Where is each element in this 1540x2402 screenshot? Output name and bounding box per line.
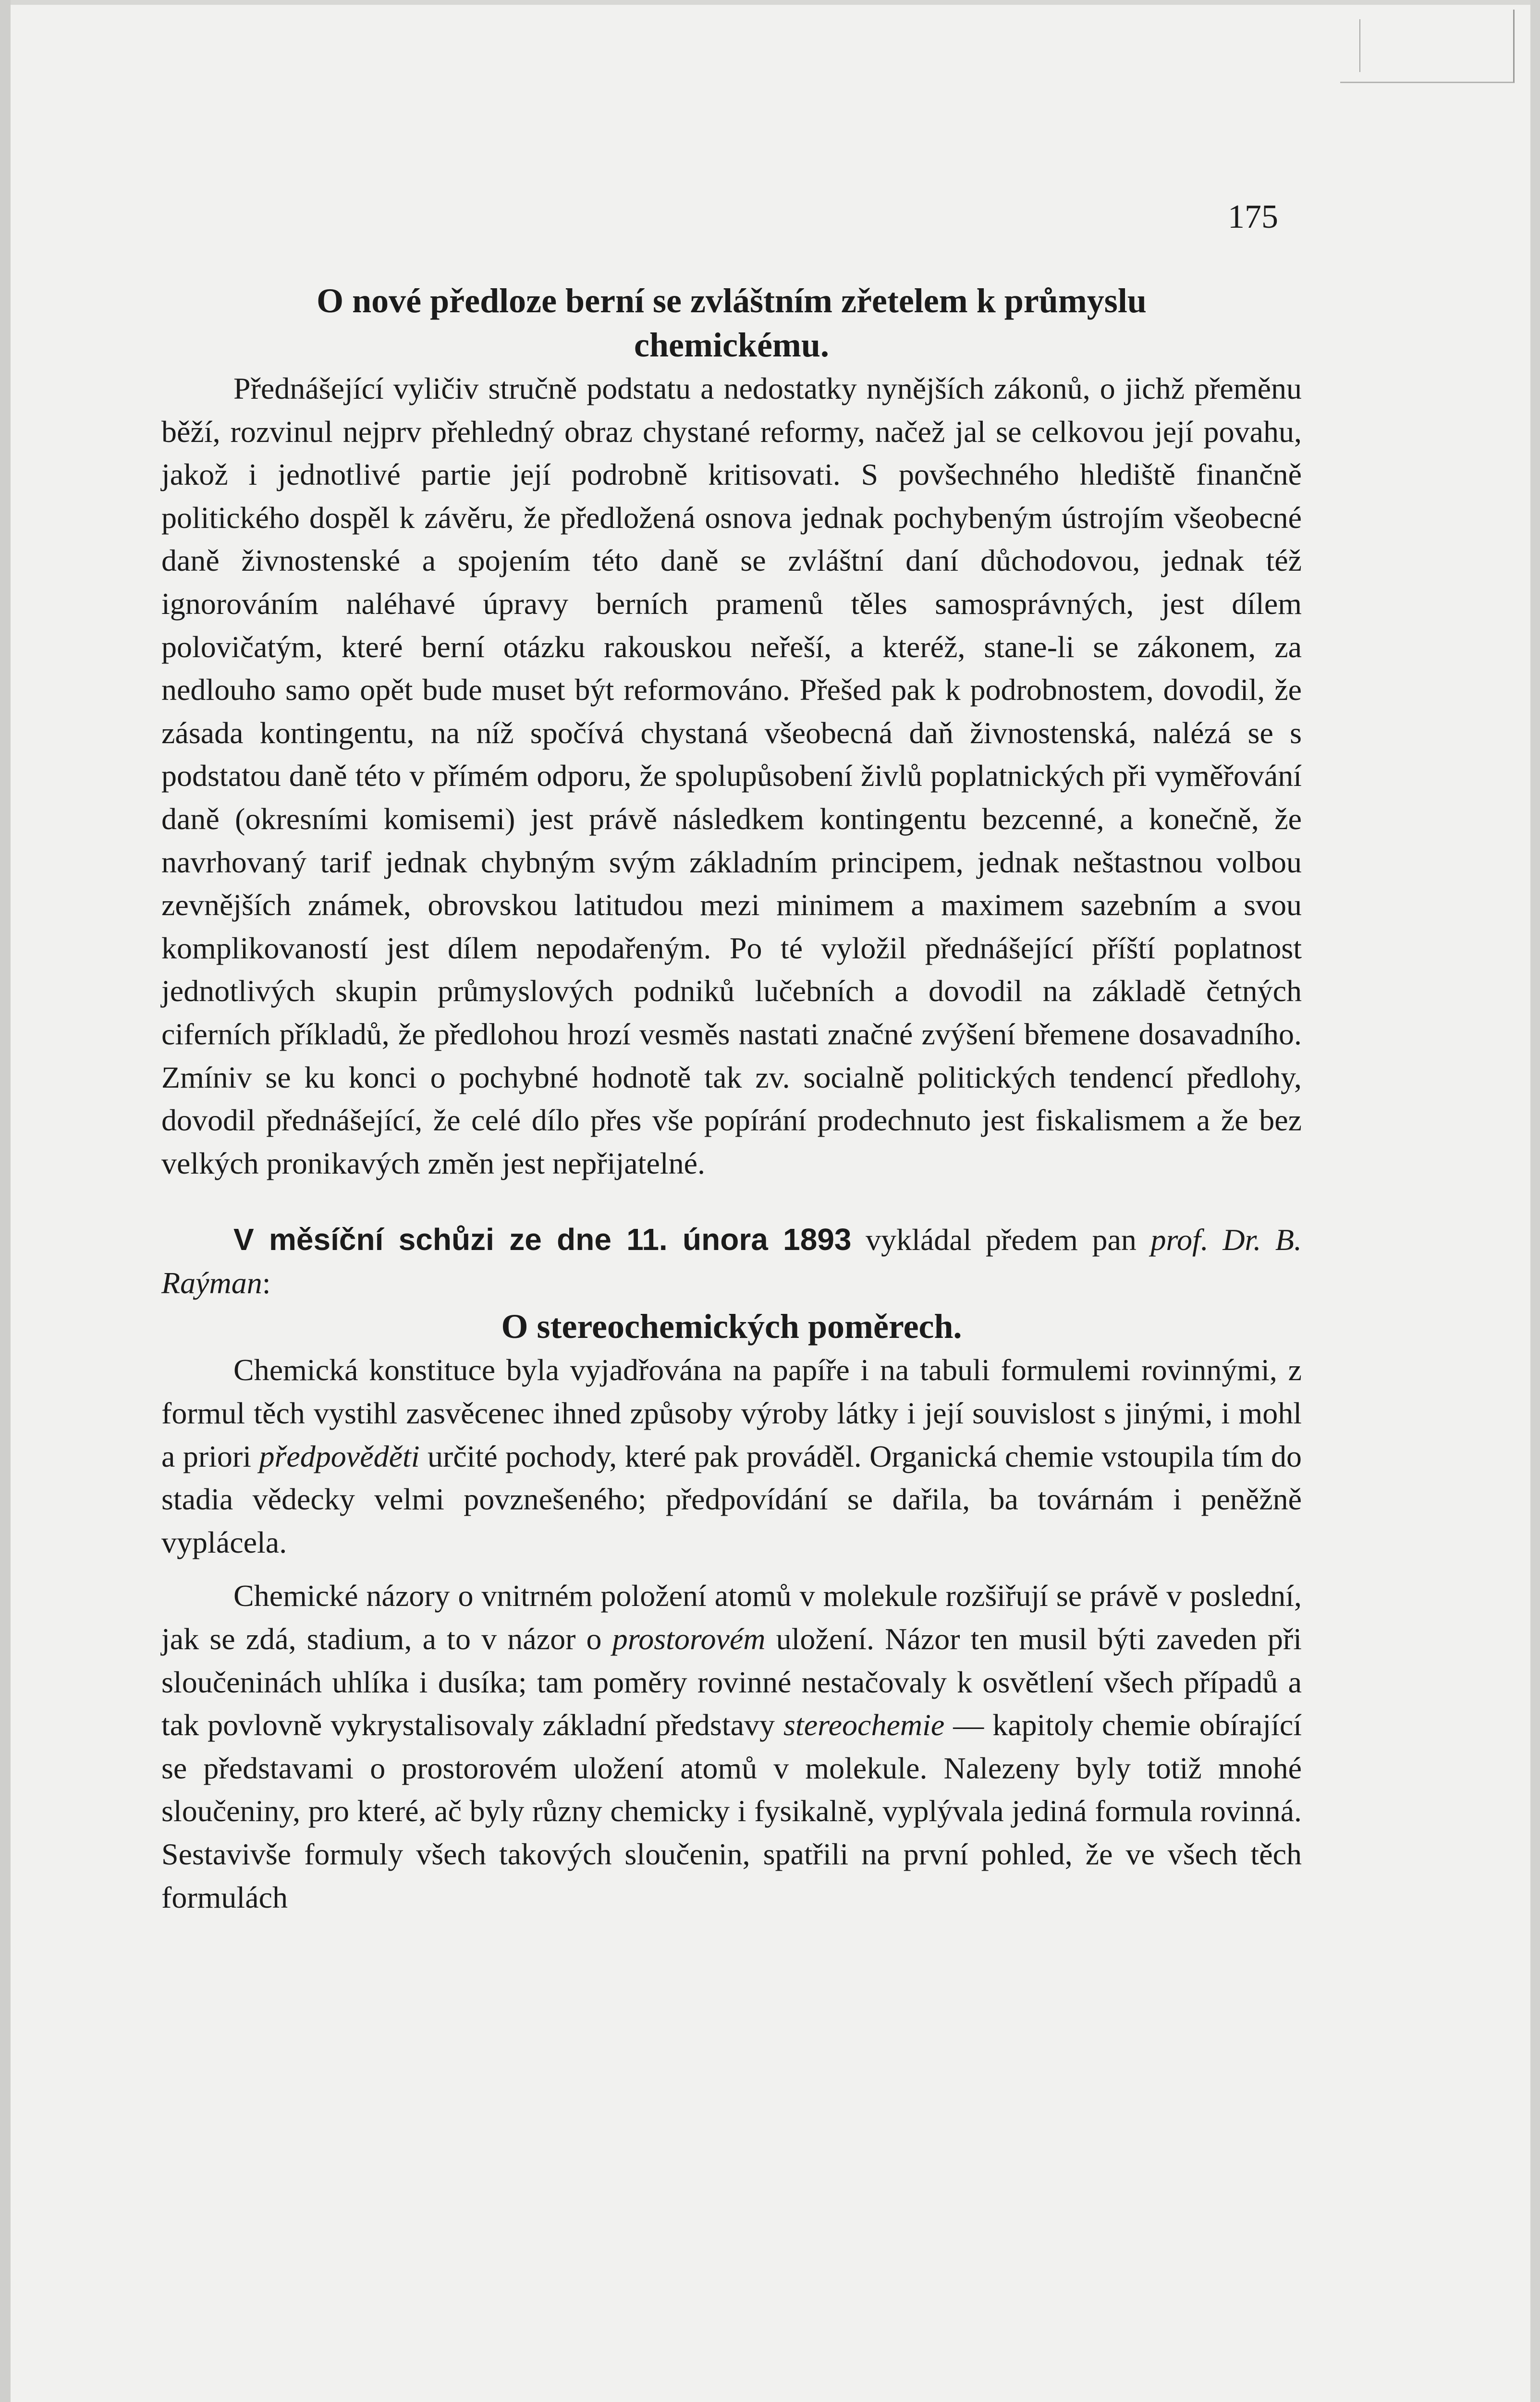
emphasis-text: stereochemie (783, 1708, 945, 1742)
paragraph-text: určité pochody, které pak prováděl. Organická chemie vstoupila tím do stadia vědecky velmi povznešeného; předpovídání se dařila, ba továrnám i peněžně vyplácela. (161, 1439, 1302, 1559)
speaker-colon: : (262, 1265, 271, 1300)
paragraph-text: Chemická konstituce byla vyjadřována na papíře i na tabuli formulemi rovinnými, z formul těch vystihl zasvěcenec ihned způsoby výroby látky i její souvislost s jinými, i mohl a priori (161, 1353, 1302, 1473)
page-number: 175 (1228, 198, 1278, 235)
meeting-text: vykládal předem pan (866, 1223, 1137, 1257)
article-title-continued: chemickému. (634, 326, 829, 364)
lecture-title: O stereochemických poměrech. (501, 1307, 962, 1346)
page-content (161, 279, 1302, 1919)
article-tax-bill (161, 279, 1302, 1185)
lecture-paragraph-2 (161, 1574, 1302, 1919)
lecture-paragraph-1 (161, 1348, 1302, 1564)
paragraph-text: uložení. Názor ten musil býti zaveden při sloučeninách uhlíka i dusíka; tam poměry rovinné nestačovaly k osvětlení všech případů a tak povlovně vykrystalisovaly základní představy (161, 1622, 1302, 1742)
scan-edge-left (0, 0, 11, 2402)
speaker-name: prof. Dr. B. Raýman (161, 1223, 1302, 1300)
paragraph-text: — kapitoly chemie obírající se představami o prostorovém uložení atomů v molekule. Nalezeny byly totiž mnohé sloučeniny, pro které, ač byly různy chemicky i fysikalně, vyplývala jediná formula rovinná. Sestavivše formuly všech takových sloučenin, spatřili na první pohled, že ve všech těch formulách (161, 1708, 1302, 1914)
emphasis-text: předpověděti (259, 1439, 420, 1473)
meeting-date: V měsíční schůzi ze dne 11. února 1893 (233, 1222, 852, 1257)
article-stereochemistry (161, 1304, 1302, 1919)
emphasis-text: prostorovém (612, 1622, 766, 1656)
scan-edge-right (1530, 0, 1540, 2402)
article-title: O nové předloze berní se zvláštním zřetelem k průmyslu (317, 282, 1147, 320)
scan-corner-mark (1340, 10, 1515, 83)
scan-edge-top (0, 0, 1540, 5)
meeting-announcement (161, 1218, 1302, 1304)
article-paragraph: Přednášející vyličiv stručně podstatu a nedostatky nynějších zákonů, o jichž přeměnu běží, rozvinul nejprv přehledný obraz chystané reformy, načež jal se celkovou její povahu, jakož i jednotlivé partie její podrobně kritisovati. S povšechného hlediště finančně politického dospěl k závěru, že předložená osnova jednak pochybeným ústrojím všeobecné daně živnostenské a spojením této daně se zvláštní daní důchodovou, jednak též ignorováním naléhavé úpravy berních pramenů těles samosprávných, jest dílem polovičatým, které berní otázku rakouskou neřeší, a kteréž, stane-li se zákonem, za nedlouho samo opět bude muset být reformováno. Přešed pak k podrobnostem, dovodil, že zásada kontingentu, na níž spočívá chystaná všeobecná daň živnostenská, nalézá se s podstatou daně této v přímém odporu, že spolupůsobení živlů poplatnických při vyměřování daně (okresními komisemi) jest právě následkem kontingentu bezcenné, a konečně, že navrhovaný tarif jednak chybným svým základním principem, jednak neštastnou volbou zevnějších známek, obrovskou latitudou mezi minimem a maximem sazebním a svou komplikovaností jest dílem nepodařeným. Po té vyložil přednášející příští poplatnost jednotlivých skupin průmyslových podniků lučebních a dovodil na základě četných ciferních příkladů, že předlohou hrozí vesměs nastati značné zvýšení břemene dosavadního. Zmíniv se ku konci o pochybné hodnotě tak zv. socialně politických tendencí předlohy, dovodil přednášející, že celé dílo přes vše popírání prodechnuto jest fiskalismem a že bez velkých pronikavých změn jest nepřijatelné. (161, 371, 1302, 1180)
paragraph-text: Chemické názory o vnitrném položení atomů v molekule rozšiřují se právě v poslední, jak se zdá, stadium, a to v názor o (161, 1579, 1302, 1656)
